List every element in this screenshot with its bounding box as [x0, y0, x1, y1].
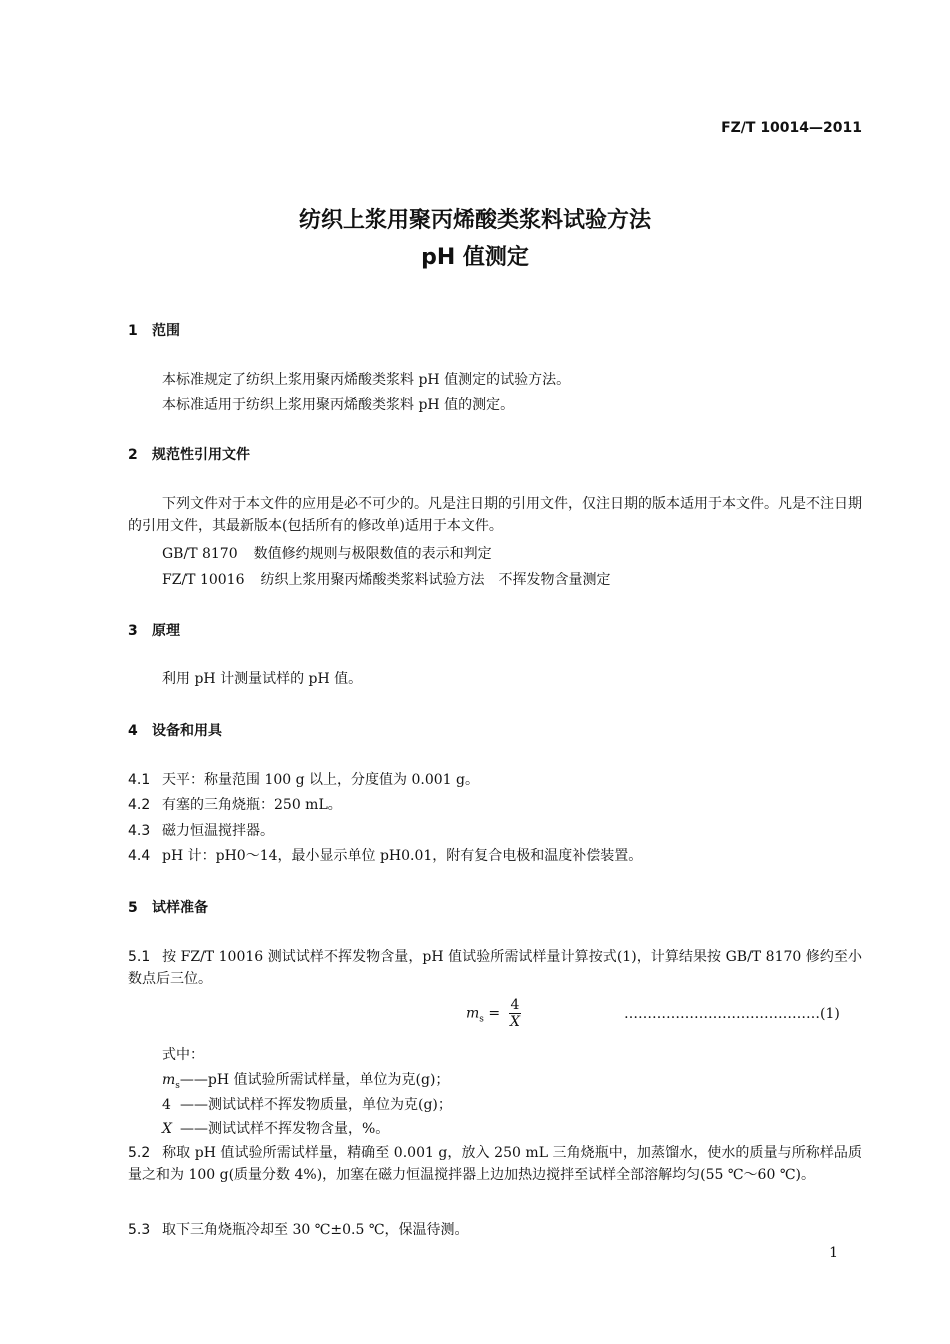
definition-symbol: m: [162, 1072, 176, 1088]
list-item: [128, 820, 862, 842]
item-number: 4.3: [128, 823, 151, 839]
section-number: 2: [128, 447, 138, 463]
where-label: 式中：: [162, 1047, 204, 1063]
reference-code: GB/T 8170: [162, 546, 238, 562]
item-number: 4.2: [128, 797, 151, 813]
item-text: 天平：称量范围 100 g 以上，分度值为 0.001 g。: [162, 772, 479, 788]
formula-equals: =: [488, 1005, 501, 1022]
definition-text: ——pH 值试验所需试样量，单位为克(g)；: [179, 1072, 450, 1088]
section-2-heading: [128, 444, 250, 464]
definition-item: [162, 1094, 452, 1116]
section-title: 规范性引用文件: [152, 447, 250, 463]
paragraph: 本标准适用于纺织上浆用聚丙烯酸类浆料 pH 值的测定。: [162, 397, 515, 413]
section-number: 3: [128, 623, 138, 639]
item-number: 5.1: [128, 949, 151, 965]
formula-number: ……………………………………(1): [624, 1006, 840, 1022]
section-3-heading: [128, 620, 180, 640]
page-number: 1: [829, 1245, 838, 1261]
list-item: [128, 794, 862, 816]
definition-text: ——测试试样不挥发物含量，%。: [180, 1121, 390, 1137]
item-number: 4.4: [128, 848, 151, 864]
item-text: 磁力恒温搅拌器。: [162, 823, 274, 839]
definition-subscript: s: [175, 1080, 180, 1091]
item-text: 称取 pH 值试验所需试样量，精确至 0.001 g，放入 250 mL 三角烧瓶中，加蒸馏水，使水的质量与所称样品质量之和为 100 g(质量分数 4%)，加塞在磁力恒温搅拌器上边加热边搅拌至试样全部溶解均匀(55 ℃～60 ℃)。: [128, 1145, 862, 1183]
item-number: 5.2: [128, 1145, 151, 1161]
section-4-heading: [128, 720, 222, 740]
title-line-2: pH 值测定: [421, 245, 529, 270]
section-title: 试样准备: [152, 900, 208, 916]
list-item: [128, 1142, 862, 1186]
reference-item: [162, 543, 492, 565]
formula-subscript: s: [479, 1014, 484, 1025]
definition-item: [162, 1118, 389, 1140]
section-number: 4: [128, 723, 138, 739]
item-text: 按 FZ/T 10016 测试试样不挥发物含量，pH 值试验所需试样量计算按式(1)，计算结果按 GB/T 8170 修约至小数点后三位。: [128, 949, 862, 987]
standard-code: FZ/T 10014—2011: [721, 120, 862, 136]
fraction-denominator: X: [510, 1014, 520, 1030]
item-number: 4.1: [128, 772, 151, 788]
reference-item: [162, 569, 610, 591]
definition-symbol: 4: [162, 1097, 171, 1113]
section-5-heading: [128, 897, 208, 917]
formula-fraction: [509, 997, 522, 1030]
paragraph: 本标准规定了纺织上浆用聚丙烯酸类浆料 pH 值测定的试验方法。: [162, 372, 571, 388]
paragraph: 利用 pH 计测量试样的 pH 值。: [162, 671, 363, 687]
section-1-heading: [128, 320, 180, 340]
section-number: 5: [128, 900, 138, 916]
list-item: [128, 946, 862, 990]
item-text: 有塞的三角烧瓶：250 mL。: [162, 797, 342, 813]
fraction-numerator: 4: [510, 997, 520, 1013]
item-number: 5.3: [128, 1222, 151, 1238]
reference-title: 数值修约规则与极限数值的表示和判定: [253, 546, 492, 562]
section-title: 设备和用具: [152, 723, 222, 739]
reference-title: 纺织上浆用聚丙烯酸类浆料试验方法 不挥发物含量测定: [260, 572, 611, 588]
formula-symbol: m: [466, 1005, 480, 1022]
item-text: pH 计：pH0～14，最小显示单位 pH0.01，附有复合电极和温度补偿装置。: [162, 848, 643, 864]
list-item: [128, 1219, 862, 1241]
section-title: 原理: [152, 623, 180, 639]
list-item: [128, 769, 862, 791]
section-number: 1: [128, 323, 138, 339]
definition-text: ——测试试样不挥发物质量，单位为克(g)；: [180, 1097, 452, 1113]
list-item: [128, 845, 862, 867]
paragraph: 下列文件对于本文件的应用是必不可少的。凡是注日期的引用文件，仅注日期的版本适用于本文件。凡是不注日期的引用文件，其最新版本(包括所有的修改单)适用于本文件。: [128, 496, 862, 534]
title-line-1: 纺织上浆用聚丙烯酸类浆料试验方法: [298, 208, 651, 233]
definition-item: [162, 1069, 449, 1097]
section-title: 范围: [152, 323, 180, 339]
reference-code: FZ/T 10016: [162, 572, 245, 588]
formula: [466, 997, 521, 1030]
definition-symbol: X: [162, 1121, 172, 1137]
item-text: 取下三角烧瓶冷却至 30 ℃±0.5 ℃，保温待测。: [162, 1222, 469, 1238]
